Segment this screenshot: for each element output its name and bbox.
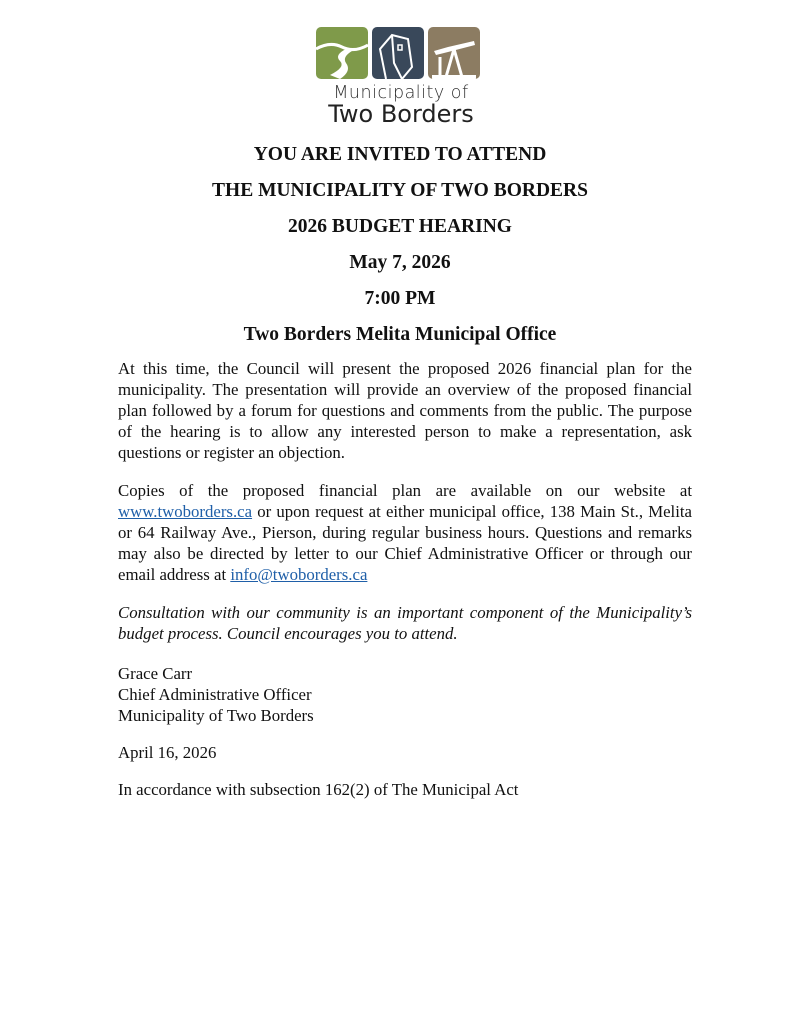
logo-text-line2: Two Borders — [328, 100, 474, 128]
heading-budget-hearing: 2026 BUDGET HEARING — [288, 216, 512, 237]
signature-title: Chief Administrative Officer — [118, 685, 312, 704]
legal-footnote: In accordance with subsection 162(2) of The Municipal Act — [118, 780, 519, 799]
heading-location: Two Borders Melita Municipal Office — [243, 324, 557, 345]
website-link[interactable]: www.twoborders.ca — [118, 502, 253, 521]
logo-tile-river-icon — [316, 27, 368, 79]
notice-date: April 16, 2026 — [118, 743, 217, 762]
logo-text-line1: Municipality of — [333, 83, 469, 103]
heading-time: 7:00 PM — [364, 288, 436, 309]
heading-invite: YOU ARE INVITED TO ATTEND — [253, 144, 547, 165]
signature-org: Municipality of Two Borders — [118, 706, 314, 725]
logo-tile-pumpjack-icon — [428, 27, 480, 79]
heading-municipality: THE MUNICIPALITY OF TWO BORDERS — [212, 180, 588, 201]
logo-tile-elevator-icon — [372, 27, 424, 79]
paragraph-consultation: Consultation with our community is an important component of the Municipality’s budget process. Council encourages you to attend. — [118, 603, 692, 643]
municipality-logo — [316, 27, 486, 127]
signature-name: Grace Carr — [118, 664, 193, 683]
paragraph-overview: At this time, the Council will present the proposed 2026 financial plan for the municipality. The presentation will provide an overview of the proposed financial plan followed by a forum for questions and comments from the public. The purpose of the hearing is to allow any interested person to make a representation, ask questions or register an objection. — [118, 359, 692, 462]
heading-date: May 7, 2026 — [349, 252, 451, 273]
paragraph-copies-text-2: or upon request at either municipal office, 138 Main St., Melita or 64 Railway Ave., Pierson, during regular business hours. Questions and remarks may also be directed by letter to our Chief Administrative Officer or through our email address at — [118, 502, 692, 584]
paragraph-copies-text-1: Copies of the proposed financial plan are available on our website at — [118, 481, 692, 500]
paragraph-copies — [118, 480, 692, 585]
email-link[interactable]: info@twoborders.ca — [230, 565, 368, 584]
